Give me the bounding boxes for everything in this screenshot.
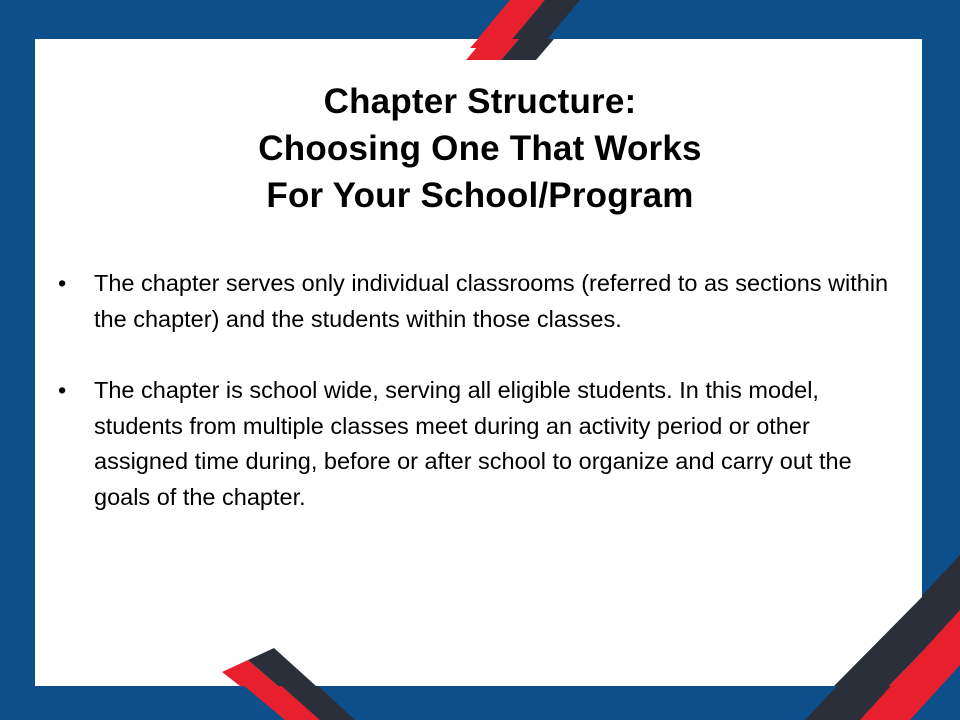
bullet-text-2: The chapter is school wide, serving all eligible students. In this model, students from multiple classes meet during an activity period or other assigned time during, before or after school to organize and carry out the goals of the chapter. [94, 377, 852, 510]
bullet-marker: • [58, 270, 67, 296]
bullet-marker: • [58, 377, 67, 403]
bullet-item-1 [58, 266, 908, 337]
bullet-item-2 [58, 373, 908, 515]
title-line-1: Chapter Structure: [323, 82, 637, 121]
title-line-2: Choosing One That Works [258, 129, 702, 168]
title-line-3: For Your School/Program [266, 176, 694, 215]
slide-title [0, 78, 960, 219]
bullet-list [58, 266, 908, 551]
bullet-text-1: The chapter serves only individual classrooms (referred to as sections within the chapter) and the students within those classes. [94, 270, 889, 332]
